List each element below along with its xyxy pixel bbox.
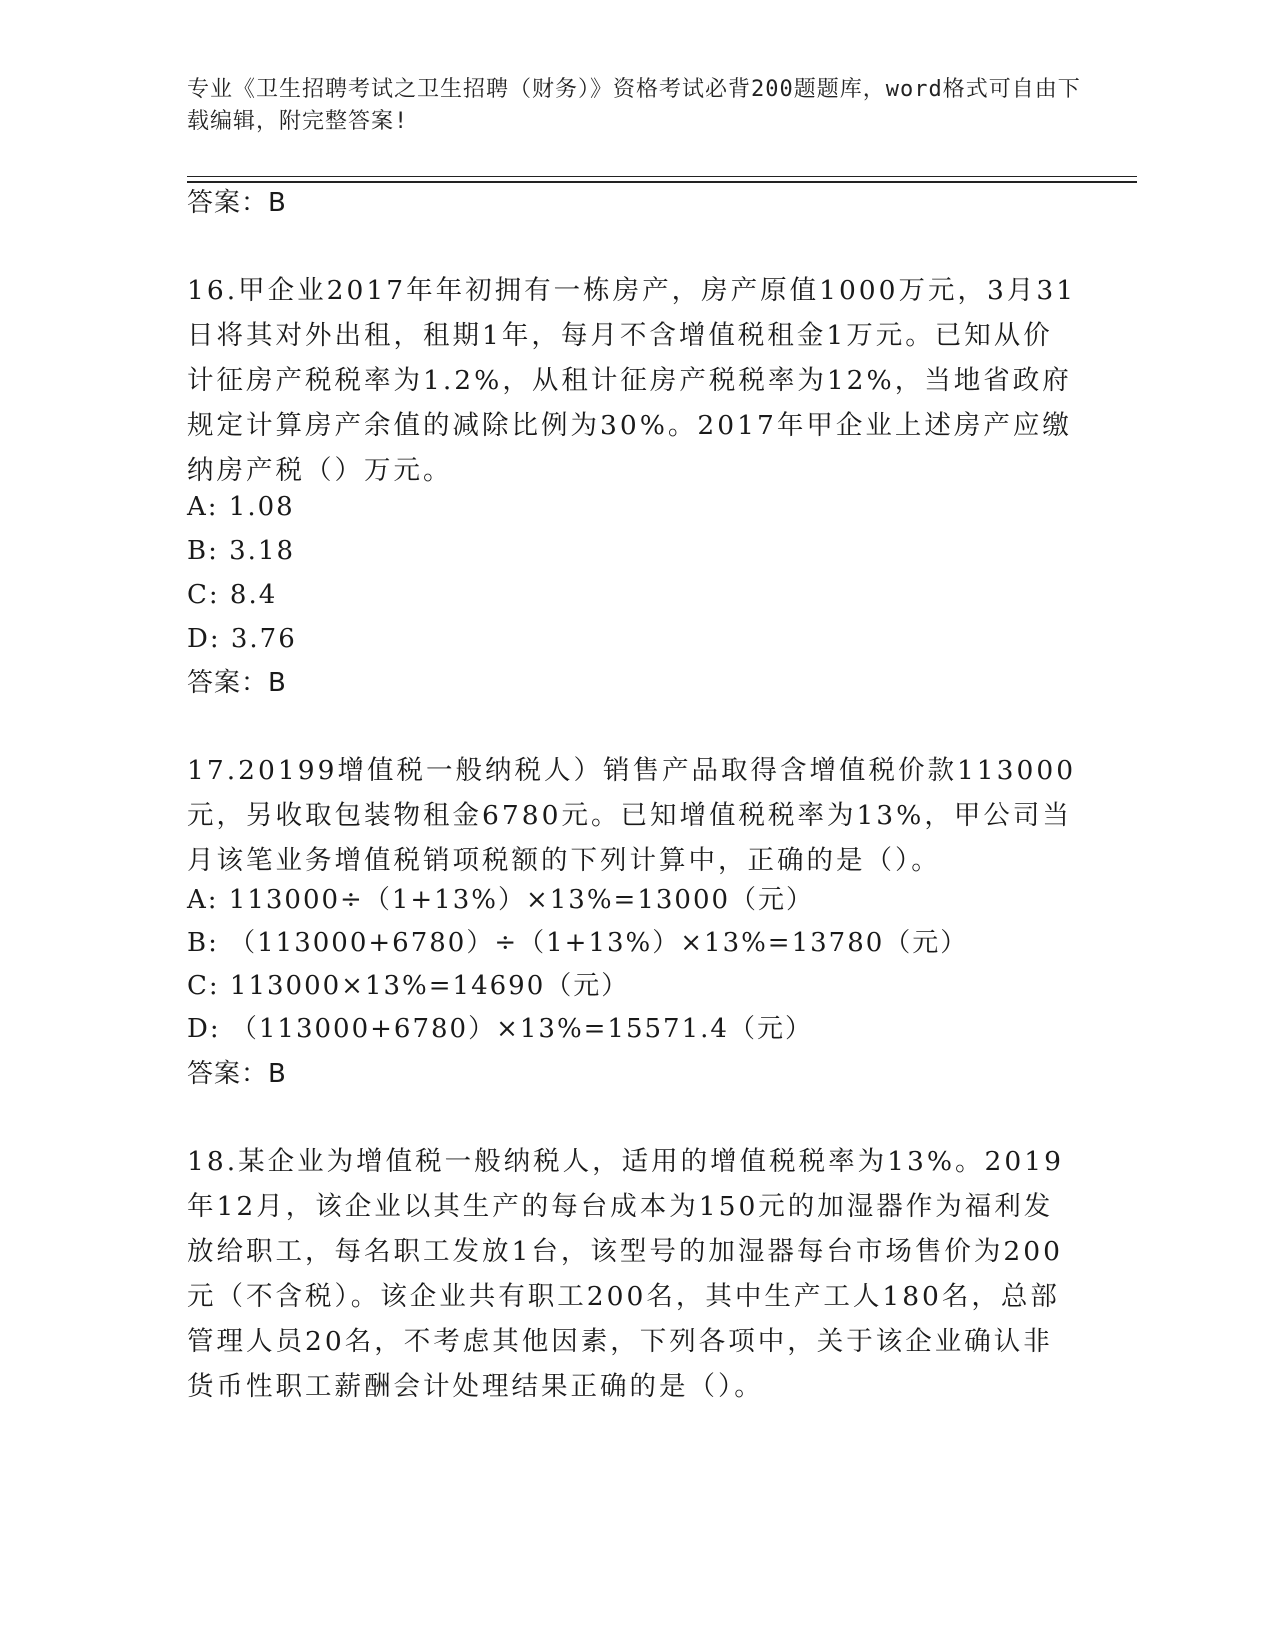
question-16-option-c: C: 8.4: [187, 580, 278, 610]
answer-q16: 答案：B: [187, 668, 287, 698]
header-rule-thick: [187, 181, 1137, 183]
question-17-option-d: D: （113000+6780）×13%=15571.4（元）: [187, 1014, 813, 1044]
question-17-option-a: A: 113000÷（1+13%）×13%=13000（元）: [187, 885, 815, 915]
question-17-option-b: B: （113000+6780）÷（1+13%）×13%=13780（元）: [187, 928, 969, 958]
question-17-option-c: C: 113000×13%=14690（元）: [187, 971, 630, 1001]
header-rule-thin: [187, 176, 1137, 177]
document-header: 专业《卫生招聘考试之卫生招聘（财务）》资格考试必背200题题库，word格式可自由下载编辑，附完整答案!: [187, 77, 1081, 134]
question-17-text: 17.20199增值税一般纳税人）销售产品取得含增值税价款113000元，另收取包装物租金6780元。已知增值税税率为13%，甲公司当月该笔业务增值税销项税额的下列计算中，正确的是（）。: [187, 755, 1077, 876]
question-16-option-a: A: 1.08: [187, 492, 295, 522]
answer-q15: 答案：B: [187, 188, 287, 218]
answer-q17: 答案：B: [187, 1059, 287, 1089]
question-16-text: 16.甲企业2017年年初拥有一栋房产，房产原值1000万元，3月31日将其对外出租，租期1年，每月不含增值税租金1万元。已知从价计征房产税税率为1.2%，从租计征房产税税率为12%，当地省政府规定计算房产余值的减除比例为30%。2017年甲企业上述房产应缴纳房产税（）万元。: [187, 275, 1077, 486]
question-16-option-d: D: 3.76: [187, 624, 297, 654]
question-16-option-b: B: 3.18: [187, 536, 296, 566]
question-18-text: 18.某企业为增值税一般纳税人，适用的增值税税率为13%。2019年12月，该企业以其生产的每台成本为150元的加湿器作为福利发放给职工，每名职工发放1台，该型号的加湿器每台市场售价为200元（不含税）。该企业共有职工200名，其中生产工人180名，总部管理人员20名，不考虑其他因素，下列各项中，关于该企业确认非货币性职工薪酬会计处理结果正确的是（）。: [187, 1146, 1064, 1402]
